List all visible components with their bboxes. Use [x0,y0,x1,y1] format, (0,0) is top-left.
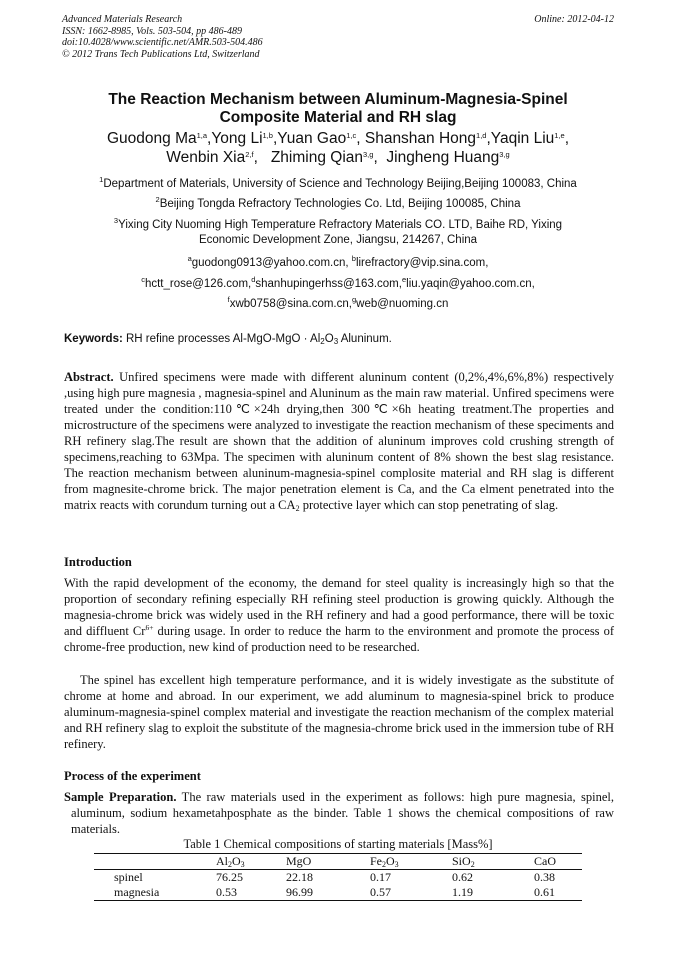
email-line-1: $^a$guodong0913@yahoo.com.cn, $^b$lirefractory@vip.sina.com, [187,254,489,269]
author-sup: 1,d [476,131,487,140]
author-sup: 2,f [245,150,254,159]
email-address: lirefractory@vip.sina.com, [355,257,489,269]
copyright: © 2012 Trans Tech Publications Ltd, Switzerland [62,48,260,60]
introduction-paragraph-2: The spinel has excellent high temperature performance, and it is widely investigate as the substitute of chrome at home and abroad. In our experiment, we add aluminum to magnesia-spinel brick to produce aluminum-magnesia-spinel complex material and investigate the reaction mechanism of the complex material and RH refinery slag to exploit the substitute of the magnesia-chrome brick used in the immersion tube of RH refinery. [64,673,614,751]
author-name: Yaqin Liu [490,130,555,147]
table-row [94,885,582,901]
email-line-3: $^f$xwb0758@sina.com.cn,$^g$web@nuoming.cn [227,295,449,310]
sample-preparation-paragraph: Sample Preparation. The raw materials used in the experiment as follows: high pure magnesia, spinel, aluminum, sodium hexametahposphate as the binder. Table 1 shows the chemical compositions of raw materials. [64,790,614,836]
table-cell: 96.99 [286,885,313,899]
table-row [94,870,582,886]
email-address: web@nuoming.cn [356,298,449,310]
email-address: liu.yaqin@yahoo.com.cn, [406,278,535,290]
affiliation-3: $^3$Yixing City Nuoming High Temperature Refractory Materials CO. LTD, Baihe RD, Yixing Economic Development Zone, Jiangsu, 214267, China [113,216,563,246]
introduction-heading: Introduction [64,555,132,569]
author-line-1: Guodong Ma$^{1,a}$,Yong Li$^{1,b}$,Yuan Gao$^{1,c}$, Shanshan Hong$^{1,d}$,Yaqin Liu$^{1,e}$, [106,130,570,147]
keywords-label: Keywords: [64,333,123,345]
email-address: xwb0758@sina.com.cn, [229,298,352,310]
journal-name: Advanced Materials Research [62,14,183,25]
author-sup: 1,c [346,131,357,140]
author-name: Wenbin Xia [166,149,246,166]
paper-title [62,91,614,127]
table-cell: spinel [114,870,143,884]
header-cell: MgO [286,854,312,868]
author-sup: 1,a [196,131,208,140]
author-sup: 3,g [363,150,374,159]
author-sup: 1,e [554,131,565,140]
abstract-label: Abstract. [64,370,114,384]
header-cell [94,854,214,870]
affiliation-1: $^1$Department of Materials, University of Science and Technology Beijing,Beijing 100083, China [99,175,577,190]
table-caption: Table 1 Chemical compositions of starting materials [Mass%] [183,837,493,851]
author-sup: 1,b [262,131,273,140]
email-address: hctt_rose@126.com, [144,278,252,290]
chemical-composition-table [94,853,582,901]
online-date: Online: 2012-04-12 [534,14,614,25]
author-list [62,129,614,167]
abstract: Abstract. Unfired specimens were made with different aluninum content (0,2%,4%,6%,8%) respectively ,using high pure magnesia , magnesia-spinel and Aluninum as the main raw material. Unfired specimens were treated under the condition:110℃×24h drying,then 300℃×6h heating treatment.The properties and microstructure of the specimens were analyzed to investigate the reaction mechanism of these speciments and RH refinery slag.The result are shown that the addition of aluninum improves cold crushing strength of specimens,reaching to 63Mpa. The specimen with aluninum content of 8% shown the best slag resistance. The reaction mechanism between aluninum-magnesia-spinel complosite material and RH slag is different from magnesite-chrome brick. The major penetration element is Ca, and the Ca elment penetrated into the matrix reacts with corundum turning out a $CA_2$ protective layer which can stop penetrating of slag. [64,370,614,513]
title-line-1: The Reaction Mechanism between Aluminum-Magnesia-Spinel [108,91,568,108]
keywords: Keywords: RH refine processes $Al-MgO-MgO \cdot Al_2O_3$ Aluninum. [64,333,392,346]
affiliation-2: $^2$Beijing Tongda Refractory Technologies Co. Ltd, Beijing 100085, China [155,195,521,210]
table-cell: 76.25 [216,870,243,884]
author-name: Zhiming Qian [270,149,364,166]
table-header-row [94,854,582,870]
header-cell: $Al_2O_3$ [216,854,245,869]
author-name: Shanshan Hong [364,130,477,147]
title-line-2: Composite Material and RH slag [219,109,457,126]
table-cell: 0.57 [370,885,391,899]
table-cell: 0.61 [534,885,555,899]
header-cell: SiO$_2$ [452,854,475,869]
table-cell: 0.62 [452,870,473,884]
table-cell: 0.38 [534,870,555,884]
email-address: guodong0913@yahoo.com.cn, [191,257,352,269]
table-cell: 0.53 [216,885,237,899]
email-line-2: $^c$hctt_rose@126.com,$^d$shanhupingerhss@163.com,$^e$liu.yaqin@yahoo.com.cn, [141,275,535,290]
author-name: Guodong Ma [106,130,197,147]
process-heading: Process of the experiment [64,769,201,783]
header-cell: CaO [534,854,556,868]
sample-preparation-label: Sample Preparation. [64,790,177,804]
author-line-2: Wenbin Xia$^{2,f}$, Zhiming Qian$^{3,g}$, Jingheng Huang$^{3,g}$ [166,149,510,166]
author-name: Jingheng Huang [386,149,500,166]
issn: ISSN: 1662-8985, Vols. 503-504, pp 486-489 [62,25,242,37]
doi: doi:10.4028/www.scientific.net/AMR.503-504.486 [62,37,263,48]
author-name: Yong Li [211,130,263,147]
table-cell: magnesia [114,885,160,899]
table-cell: 0.17 [370,870,391,884]
author-name: Yuan Gao [277,130,347,147]
table-cell: 1.19 [452,885,473,899]
author-sup: 3,g [499,150,510,159]
introduction-paragraph-1: With the rapid development of the economy, the demand for steel quality is increasingly high so that the proportion of secondary refining especially RH refining steel production is growing quickly. Although the magnesia-chrome brick was widely used in the RH refinery and had a good performance, there will be toxic and diffluent $Cr^{6+}$ during usage. In order to reduce the harm to the environment and promote the process of chrome-free production, new kind of production need to be researched. [64,576,614,654]
abstract-text: Unfired specimens were made with different aluninum content (0,2%,4%,6%,8%) respectively ,using high pure magnesia , magnesia-spinel and Aluninum as the main raw material. Unfired specimens were treated under the condition:110℃×24h drying,then 300℃×6h heating treatment.The properties and microstructure of the specimens were analyzed to investigate the reaction mechanism of these speciments and RH refinery slag.The result are shown that the addition of aluninum improves cold crushing strength of specimens,reaching to 63Mpa. The specimen with aluninum content of 8% shown the best slag resistance. The reaction mechanism between aluninum-magnesia-spinel complosite material and RH slag is different from magnesite-chrome brick. The major penetration element is Ca, and the Ca elment penetrated into the matrix reacts with corundum turning out a CA [64,370,614,512]
journal-header [62,14,614,60]
header-cell: $Fe_2O_3$ [370,854,399,869]
email-address: shanhupingerhss@163.com, [255,278,402,290]
table-cell: 22.18 [286,870,313,884]
